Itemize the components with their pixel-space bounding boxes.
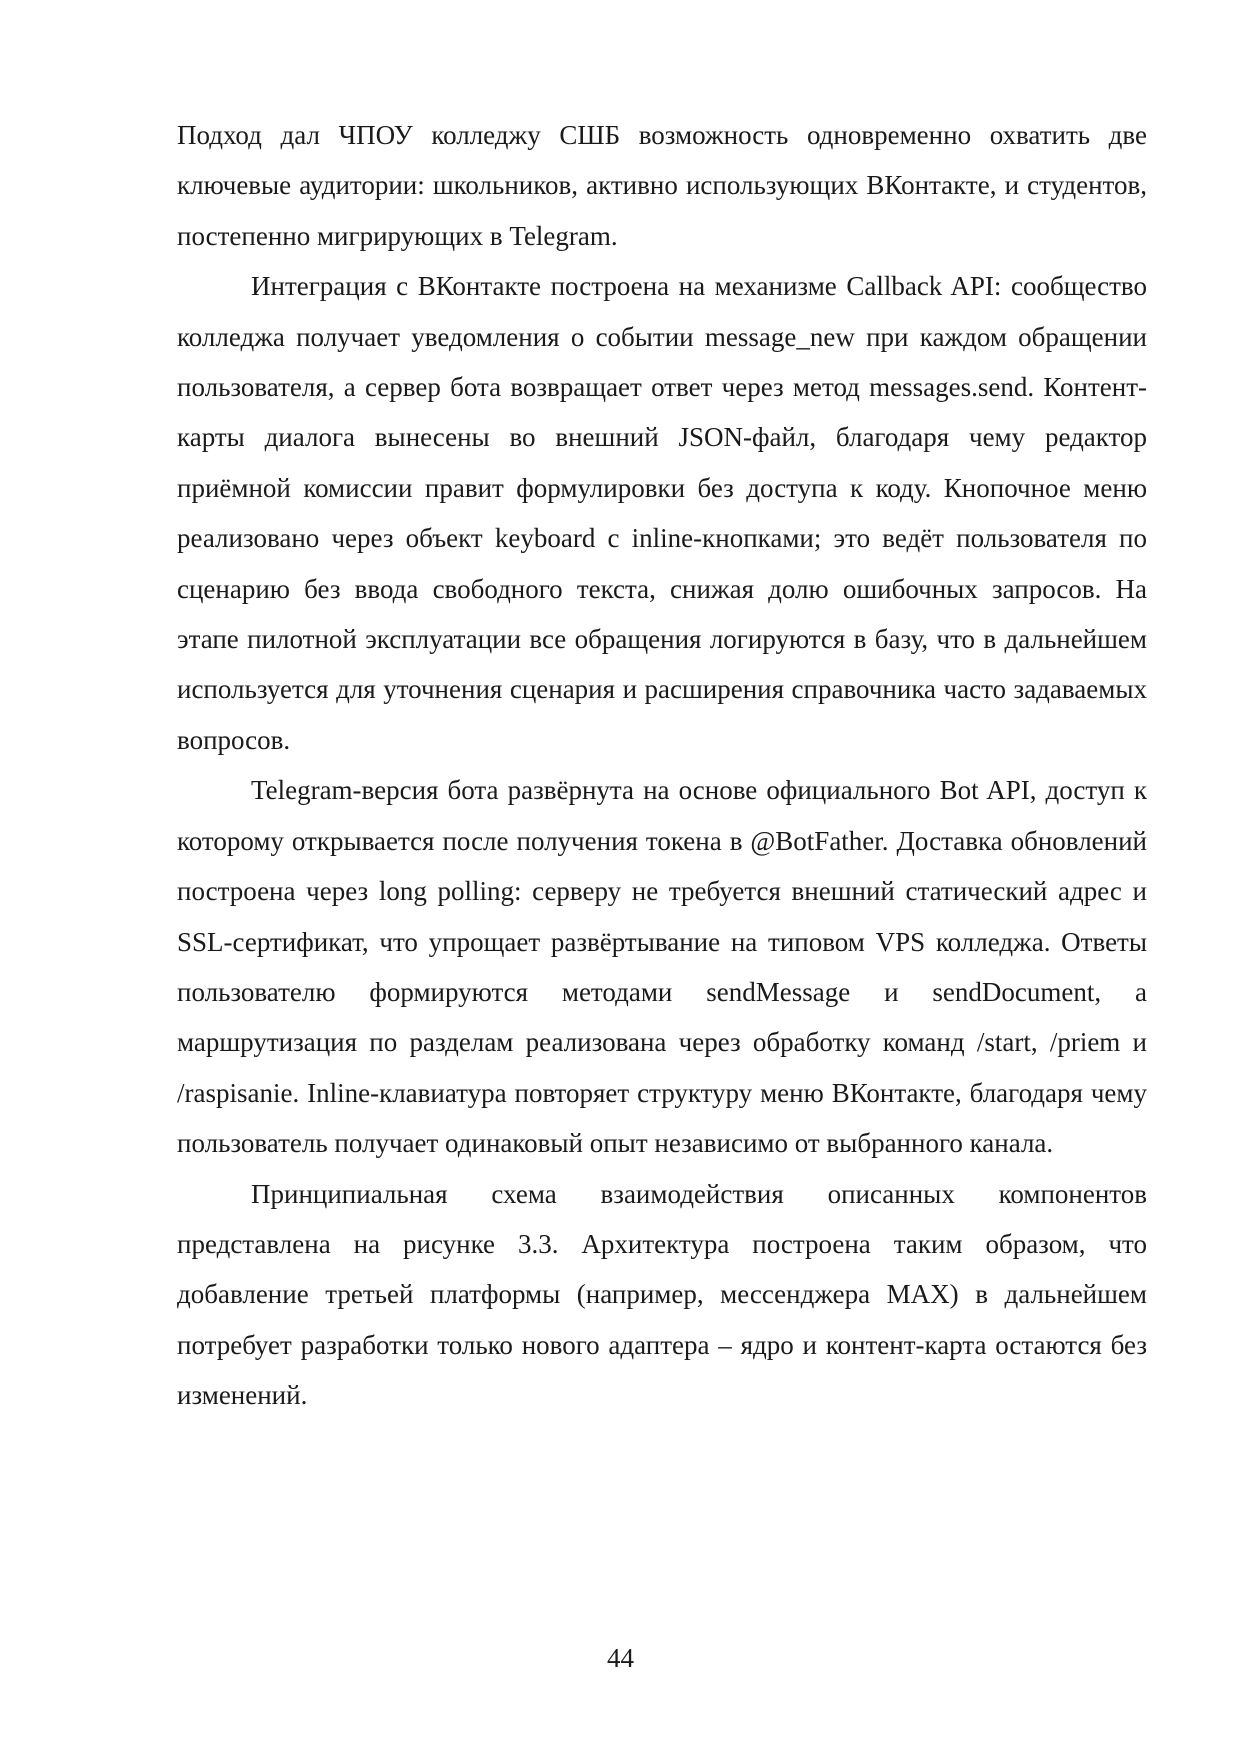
paragraph-2: Интеграция с ВКонтакте построена на механизме Callback API: сообщество колледжа получает уведомления о событии message_new при каждом обращении пользователя, а сервер бота возвращает ответ через метод messages.send. Контент-карты диалога вынесены во внешний JSON-файл, благодаря чему редактор приёмной комиссии правит формулировки без доступа к коду. Кнопочное меню реализовано через объект keyboard с inline-кнопками; это ведёт пользователя по сценарию без ввода свободного текста, снижая долю ошибочных запросов. На этапе пилотной эксплуатации все обращения логируются в базу, что в дальнейшем используется для уточнения сценария и расширения справочника часто задаваемых вопросов. — [177, 271, 1147, 755]
page-number: 44 — [607, 1643, 634, 1673]
paragraph-4: Принципиальная схема взаимодействия описанных компонентов представлена на рисунке 3.3. Архитектура построена таким образом, что добавление третьей платформы (например, мессенджера MAX) в дальнейшем потребует разработки только нового адаптера – ядро и контент-карта остаются без изменений. — [177, 1178, 1147, 1411]
body-text — [177, 110, 1147, 1421]
paragraph-3: Telegram-версия бота развёрнута на основе официального Bot API, доступ к которому открывается после получения токена в @BotFather. Доставка обновлений построена через long polling: серверу не требуется внешний статический адрес и SSL-сертификат, что упрощает развёртывание на типовом VPS колледжа. Ответы пользователю формируются методами sendMessage и sendDocument, а маршрутизация по разделам реализована через обработку команд /start, /priem и /raspisanie. Inline-клавиатура повторяет структуру меню ВКонтакте, благодаря чему пользователь получает одинаковый опыт независимо от выбранного канала. — [177, 775, 1147, 1159]
paragraph-1: Подход дал ЧПОУ колледжу СШБ возможность одновременно охватить две ключевые аудитории: школьников, активно использующих ВКонтакте, и студентов, постепенно мигрирующих в Telegram. — [177, 120, 1147, 251]
